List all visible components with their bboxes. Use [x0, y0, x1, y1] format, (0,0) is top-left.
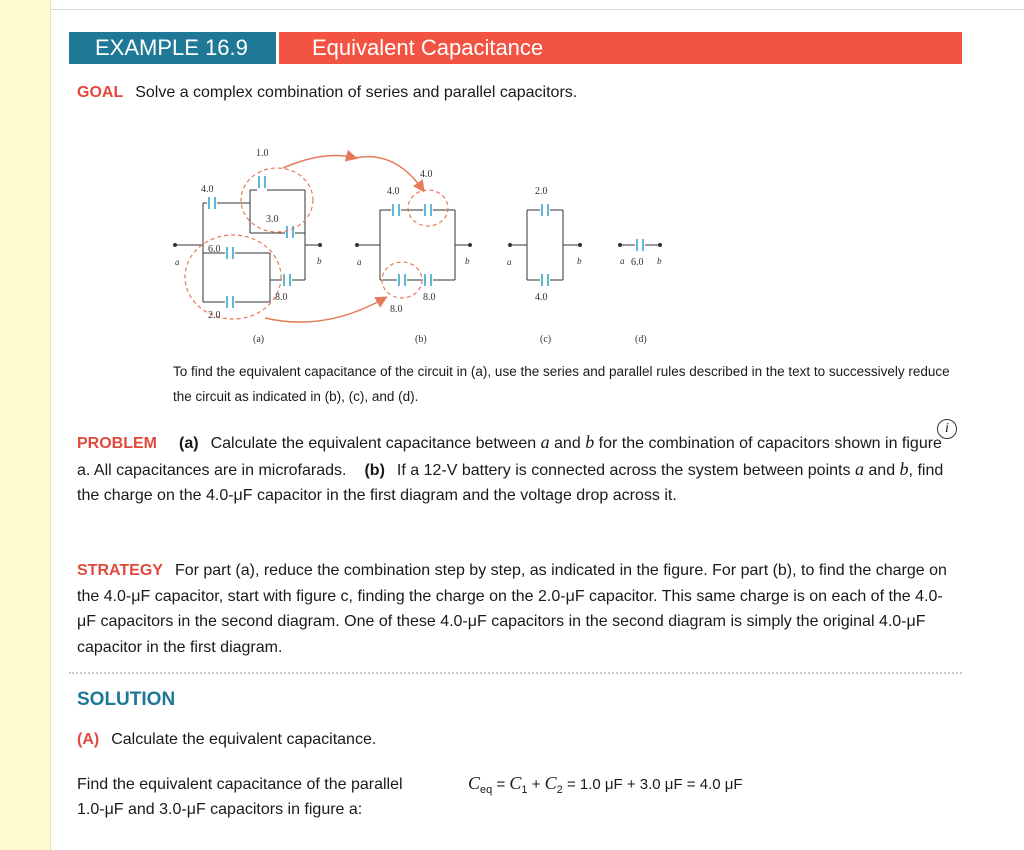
problem-part-a: (a)	[179, 435, 199, 452]
solution-step-text: Find the equivalent capacitance of the parallel 1.0-μF and 3.0-μF capacitors in figure a:	[77, 776, 403, 818]
problem-part-b: (b)	[364, 461, 385, 479]
terminal-a-3: a	[507, 257, 512, 267]
figure-caption: To find the equivalent capacitance of the circuit in (a), use the series and parallel rules described in the text to successively reduce the circuit as indicated in (b), (c), and (d).	[173, 364, 950, 404]
cap-c-2: 4.0	[535, 292, 548, 303]
fig-label-b: (b)	[415, 334, 427, 345]
dotted-divider	[69, 672, 962, 674]
terminal-a-4: a	[620, 256, 625, 266]
cap-a-6: 8.0	[275, 292, 288, 303]
goal-label: GOAL	[77, 84, 124, 101]
fig-label-d: (d)	[635, 334, 647, 345]
cap-a-5: 2.0	[208, 310, 221, 321]
cap-a-1: 1.0	[256, 148, 269, 159]
cap-a-4: 6.0	[208, 244, 221, 255]
cap-a-3: 3.0	[266, 214, 279, 225]
part-a-text: Calculate the equivalent capacitance.	[111, 731, 377, 748]
left-sidebar	[0, 0, 51, 850]
strategy-label: STRATEGY	[77, 562, 163, 579]
circuit-figure	[165, 140, 675, 350]
fig-label-c: (c)	[540, 334, 552, 345]
example-number: EXAMPLE 16.9	[69, 32, 276, 64]
example-header	[69, 32, 962, 64]
strategy-paragraph	[77, 558, 957, 661]
equation: $C_{eq} = C_1 + C_2 = 1.0$ μF + 3.0 μF = 4.0 μF	[468, 773, 743, 796]
cap-b-2: 4.0	[420, 169, 433, 180]
terminal-b-3: b	[577, 256, 582, 266]
cap-b-1: 4.0	[387, 186, 400, 197]
terminal-b-1: b	[317, 256, 322, 266]
part-a-label: (A)	[77, 731, 100, 748]
solution-part-a	[77, 731, 376, 749]
problem-paragraph: PROBLEM (a) Calculate the equivalent capacitance between a and b for the combination of capacitors shown in figure a. All capacitances are in microfarads. (b) If a 12-V battery is connected across the system between points a and b, find the charge on the 4.0-μF capacitor in the first diagram and the voltage drop across it.	[77, 432, 944, 505]
goal-text: Solve a complex combination of series and parallel capacitors.	[135, 84, 578, 101]
cap-a-2: 4.0	[201, 184, 214, 195]
terminal-a-1: a	[175, 257, 180, 267]
cap-b-4: 8.0	[423, 292, 436, 303]
example-title: Equivalent Capacitance	[279, 32, 962, 64]
strategy-text: For part (a), reduce the combination step by step, as indicated in the figure. For part (b), to find the charge on the 4.0-μF capacitor, start with figure c, finding the charge on the 2.0-μF capacitor. This same charge is on each of the 4.0-μF capacitors in the second diagram. One of these 4.0-μF capacitors in the second diagram is simply the original 4.0-μF capacitor in the first diagram.	[77, 562, 947, 657]
fig-label-a: (a)	[253, 334, 265, 345]
terminal-b-2: b	[465, 256, 470, 266]
cap-b-3: 8.0	[390, 304, 403, 315]
terminal-a-2: a	[357, 257, 362, 267]
cap-d-1: 6.0	[631, 257, 644, 268]
goal-line	[77, 84, 577, 102]
info-icon[interactable]: i	[937, 419, 957, 439]
solution-heading: SOLUTION	[77, 689, 176, 710]
terminal-b-4: b	[657, 256, 662, 266]
cap-c-1: 2.0	[535, 186, 548, 197]
top-divider	[50, 9, 1024, 10]
problem-label: PROBLEM	[77, 435, 157, 452]
